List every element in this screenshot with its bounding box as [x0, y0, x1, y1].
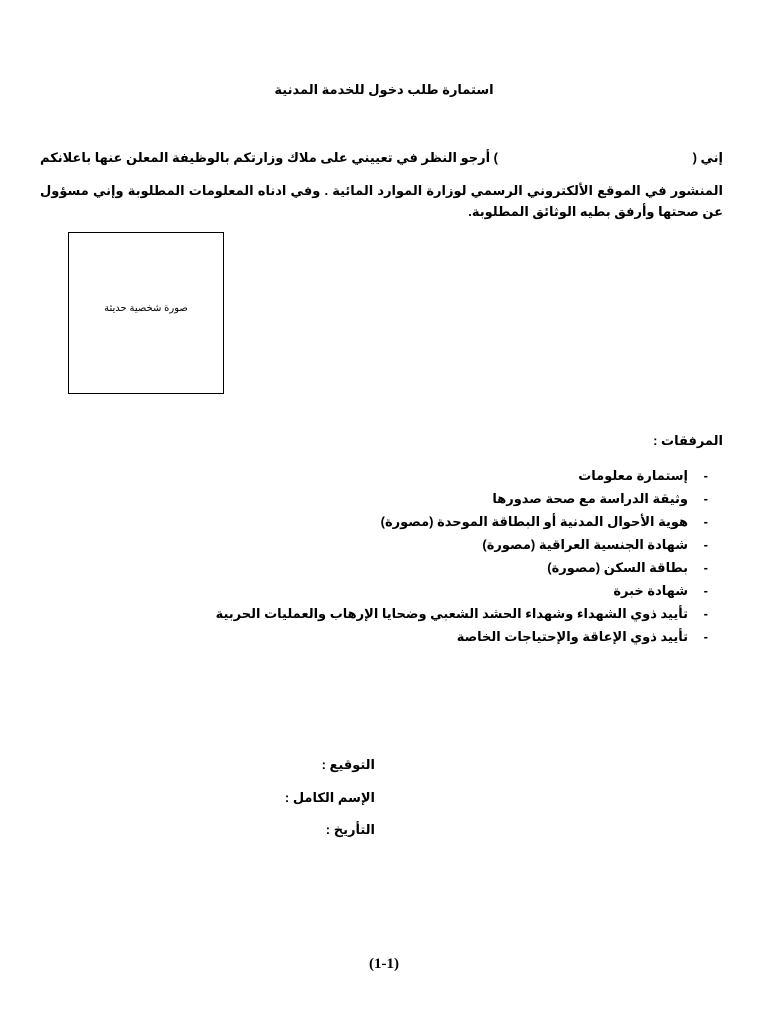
signature-label: التوقيع : [321, 757, 375, 772]
list-bullet: - [703, 491, 708, 506]
attachment-item-text: شهادة الجنسية العراقية (مصورة) [482, 537, 688, 552]
list-bullet: - [703, 606, 708, 621]
list-bullet: - [703, 468, 708, 483]
attachment-item [216, 579, 708, 602]
photo-placeholder-box [68, 232, 224, 394]
attachment-item [216, 510, 708, 533]
attachment-item [216, 464, 708, 487]
form-title: استمارة طلب دخول للخدمة المدنية [274, 82, 494, 97]
attachment-item-text: تأييد ذوي الإعاقة والإحتياجات الخاصة [456, 629, 688, 644]
attachment-item-text: وثيقة الدراسة مع صحة صدورها [492, 491, 688, 506]
attachment-item-text: تأييد ذوي الشهداء وشهداء الحشد الشعبي وضحايا الإرهاب والعمليات الحربية [215, 606, 688, 621]
attachments-list [216, 464, 708, 648]
attachment-item [216, 602, 708, 625]
intro-paragraph: المنشور في الموقع الألكتروني الرسمي لوزارة الموارد المائية . وفي ادناه المعلومات المطلوبة وإني مسؤول عن صحتها وأرفق بطيه الوثائق المطلوبة. [40, 183, 723, 219]
attachment-item-text: بطاقة السكن (مصورة) [547, 560, 688, 575]
intro-request-text: ) أرجو النظر في تعييني على ملاك وزارتكم بالوظيفة المعلن عنها باعلانكم [40, 150, 498, 165]
attachments-heading: المرفقات : [653, 433, 723, 448]
full-name-label: الإسم الكامل : [284, 790, 375, 805]
page-number: (1-1) [369, 956, 399, 972]
intro-first-line [40, 150, 723, 170]
attachment-item-text: إستمارة معلومات [578, 468, 688, 483]
attachment-item [216, 487, 708, 510]
list-bullet: - [703, 537, 708, 552]
list-bullet: - [703, 560, 708, 575]
attachment-item [216, 625, 708, 648]
attachment-item-text: شهادة خبرة [613, 583, 688, 598]
attachment-item [216, 556, 708, 579]
list-bullet: - [703, 514, 708, 529]
photo-placeholder-label: صورة شخصية حديثة [104, 302, 188, 314]
list-bullet: - [703, 629, 708, 644]
intro-name-open: إني ( [692, 150, 723, 165]
list-bullet: - [703, 583, 708, 598]
attachment-item-text: هوية الأحوال المدنية أو البطاقة الموحدة (مصورة) [380, 514, 688, 529]
attachment-item [216, 533, 708, 556]
date-label: التأريخ : [325, 822, 375, 837]
